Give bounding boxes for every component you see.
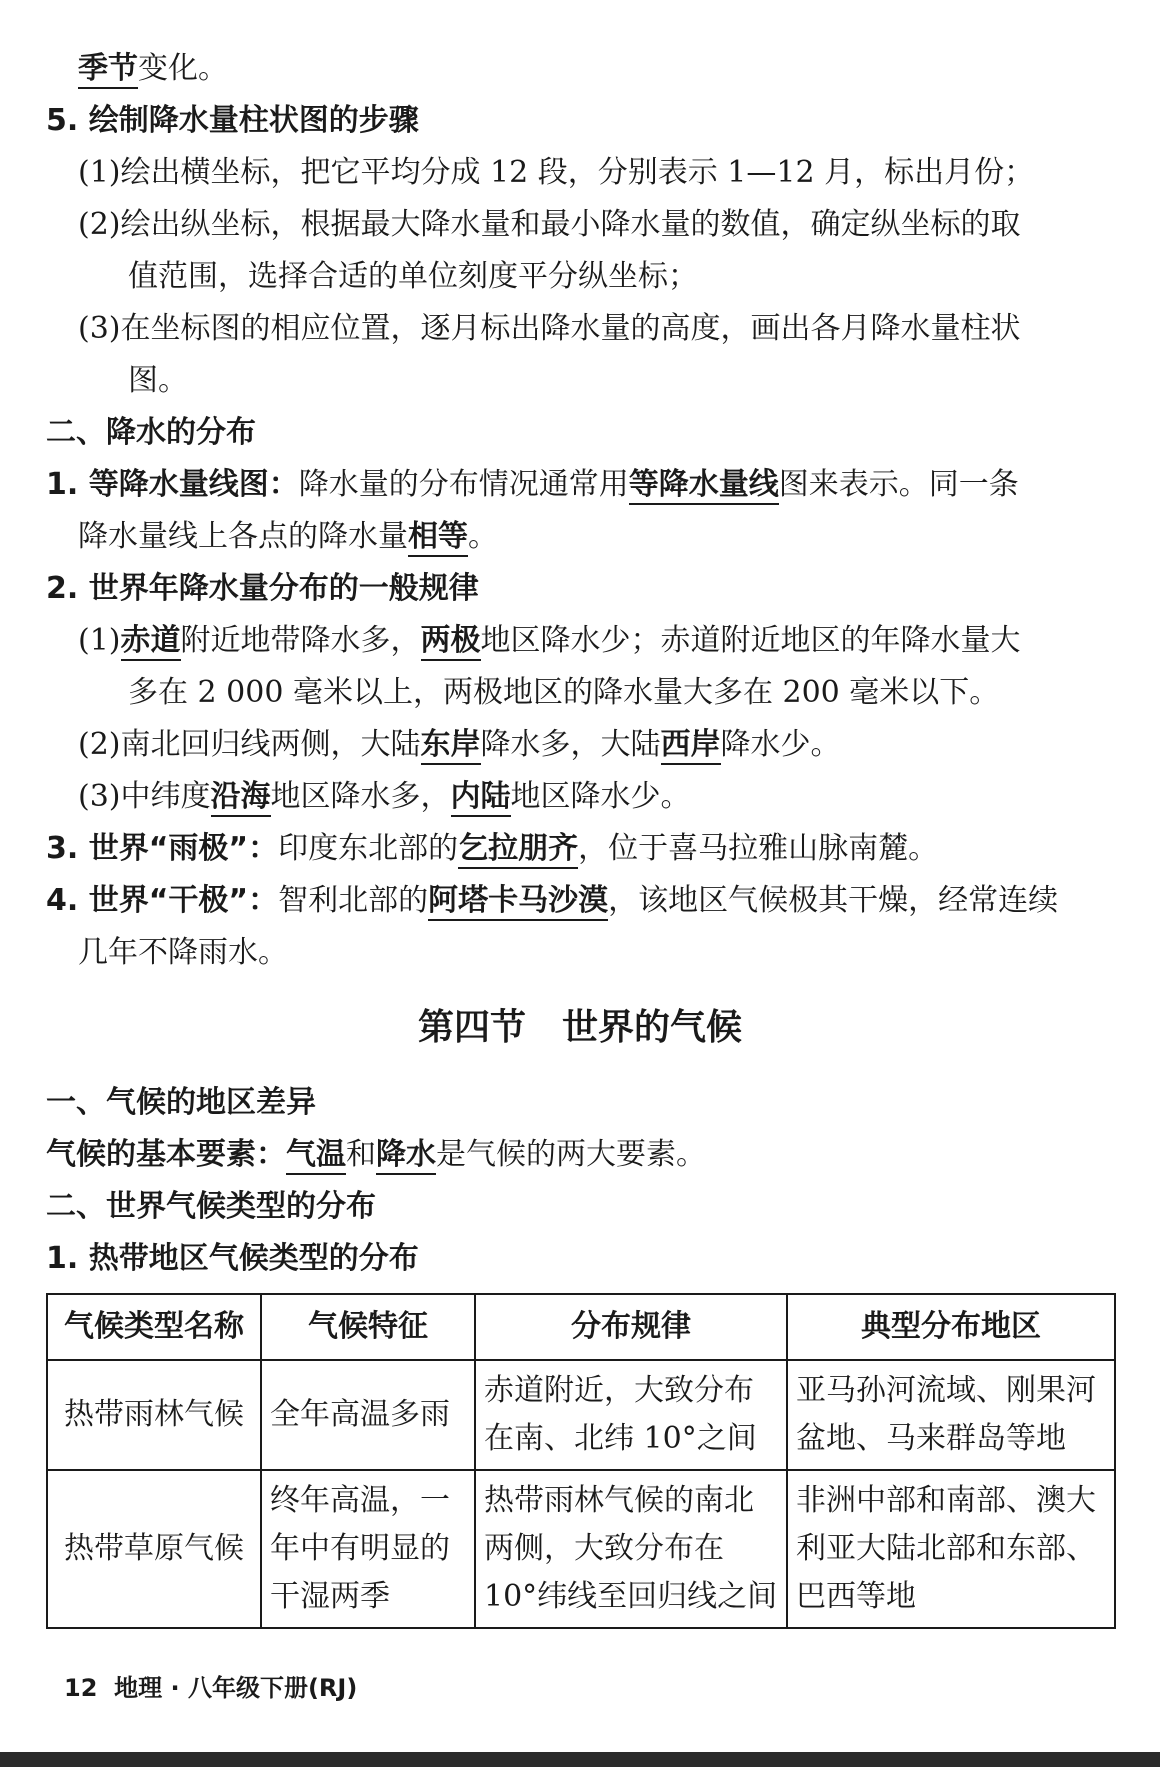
key-term: 等降水量线 <box>629 467 779 505</box>
key-term: 东岸 <box>421 727 481 765</box>
column-header: 分布规律 <box>475 1294 787 1360</box>
subsection-heading-1: 一、气候的地区差异 <box>46 1085 316 1120</box>
paragraph-2-heading: 2. 世界年降水量分布的一般规律 <box>46 571 479 606</box>
rule-1-line1: (1)赤道附近地带降水多，两极地区降水少；赤道附近地区的年降水量大 <box>78 621 1021 661</box>
area-cell: 非洲中部和南部、澳大利亚大陆北部和东部、巴西等地 <box>787 1470 1115 1628</box>
step-2-line2: 值范围，选择合适的单位刻度平分纵坐标； <box>128 259 698 294</box>
feature-cell: 全年高温多雨 <box>261 1360 475 1470</box>
rule-cell: 赤道附近，大致分布在南、北纬 10°之间 <box>475 1360 787 1470</box>
feature-cell: 终年高温，一年中有明显的干湿两季 <box>261 1470 475 1628</box>
climate-name-cell: 热带雨林气候 <box>47 1360 261 1470</box>
key-term: 两极 <box>421 623 481 661</box>
climate-name-cell: 热带草原气候 <box>47 1470 261 1628</box>
bottom-bar <box>0 1752 1160 1767</box>
step-heading: 5. 绘制降水量柱状图的步骤 <box>46 103 419 138</box>
basic-elements: 气候的基本要素：气温和降水是气候的两大要素。 <box>46 1135 706 1175</box>
table-row <box>47 1360 1115 1470</box>
step-3-line2: 图。 <box>128 363 188 398</box>
key-term: 相等 <box>408 519 468 557</box>
paragraph-4-line2: 几年不降雨水。 <box>78 935 288 970</box>
book-title: 地理 · 八年级下册(RJ) <box>114 1674 358 1702</box>
rule-3: (3)中纬度沿海地区降水多，内陆地区降水少。 <box>78 777 691 817</box>
paragraph-3: 3. 世界“雨极”：印度东北部的乞拉朋齐，位于喜马拉雅山脉南麓。 <box>46 829 938 869</box>
key-term: 西岸 <box>661 727 721 765</box>
key-term: 阿塔卡马沙漠 <box>428 883 608 921</box>
text-line: 季节变化。 <box>78 49 228 89</box>
paragraph-1-line2: 降水量线上各点的降水量相等。 <box>78 517 498 557</box>
rule-2: (2)南北回归线两侧，大陆东岸降水多，大陆西岸降水少。 <box>78 725 841 765</box>
area-cell: 亚马孙河流域、刚果河盆地、马来群岛等地 <box>787 1360 1115 1470</box>
key-term: 降水 <box>376 1137 436 1175</box>
column-header: 典型分布地区 <box>787 1294 1115 1360</box>
step-1: (1)绘出横坐标，把它平均分成 12 段，分别表示 1—12 月，标出月份； <box>78 155 1035 190</box>
key-term: 乞拉朋齐 <box>458 831 578 869</box>
step-2-line1: (2)绘出纵坐标，根据最大降水量和最小降水量的数值，确定纵坐标的取 <box>78 207 1021 242</box>
column-header: 气候特征 <box>261 1294 475 1360</box>
rule-1-line2: 多在 2 000 毫米以上，两极地区的降水量大多在 200 毫米以下。 <box>128 675 1000 710</box>
rule-cell: 热带雨林气候的南北两侧，大致分布在 10°纬线至回归线之间 <box>475 1470 787 1628</box>
climate-table <box>46 1293 1116 1629</box>
table-header-row <box>47 1294 1115 1360</box>
page-number: 12 <box>64 1674 98 1702</box>
key-term: 季节 <box>78 51 138 89</box>
key-term: 内陆 <box>451 779 511 817</box>
table-row <box>47 1470 1115 1628</box>
page-footer <box>64 1670 357 1706</box>
key-term: 沿海 <box>211 779 271 817</box>
section-heading: 二、降水的分布 <box>46 415 256 450</box>
subsection-heading-3: 1. 热带地区气候类型的分布 <box>46 1241 419 1276</box>
step-3-line1: (3)在坐标图的相应位置，逐月标出降水量的高度，画出各月降水量柱状 <box>78 311 1021 346</box>
paragraph-4-line1: 4. 世界“干极”：智利北部的阿塔卡马沙漠，该地区气候极其干燥，经常连续 <box>46 881 1058 921</box>
key-term: 赤道 <box>121 623 181 661</box>
section-title: 第四节 世界的气候 <box>417 1007 742 1048</box>
paragraph-1-line1: 1. 等降水量线图：降水量的分布情况通常用等降水量线图来表示。同一条 <box>46 465 1019 505</box>
subsection-heading-2: 二、世界气候类型的分布 <box>46 1189 376 1224</box>
column-header: 气候类型名称 <box>47 1294 261 1360</box>
key-term: 气温 <box>286 1137 346 1175</box>
